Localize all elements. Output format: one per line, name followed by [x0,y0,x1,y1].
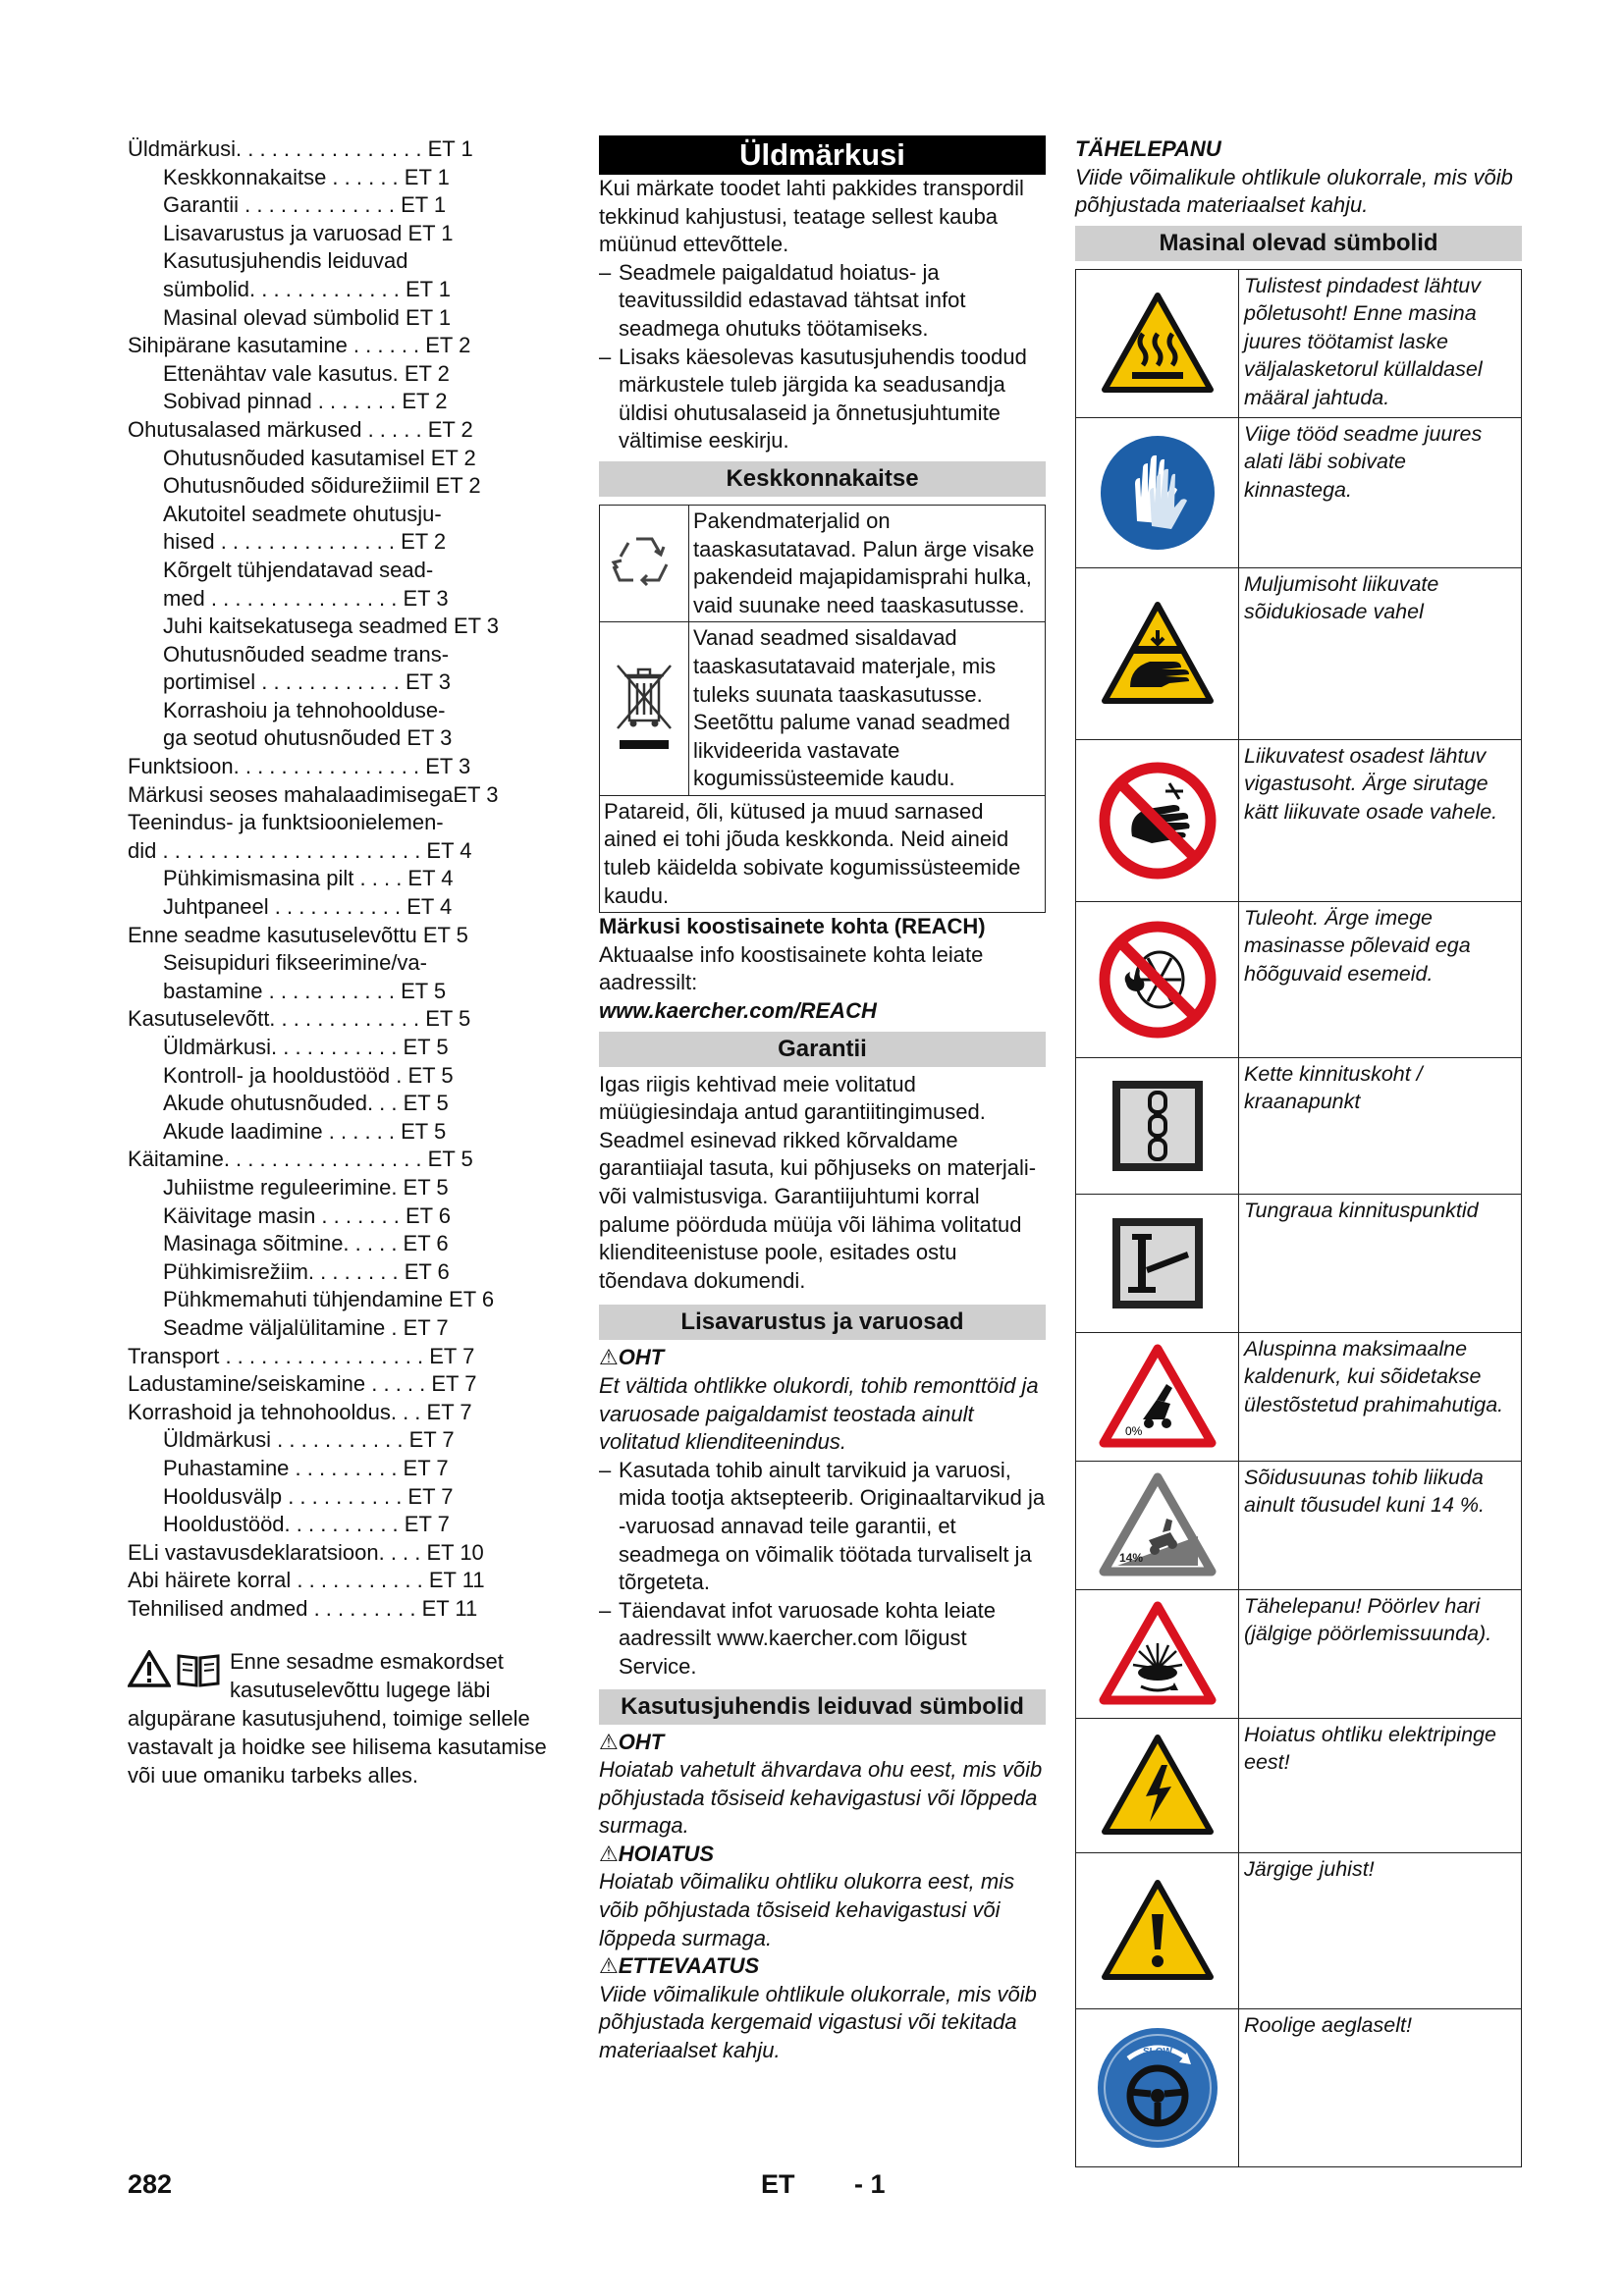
toc-entry[interactable]: Seisupiduri fikseerimine/va- [163,950,427,976]
symbol-row [1076,1058,1521,1195]
toc-entry[interactable]: ELi vastavusdeklaratsioon. . . . ET 10 [128,1539,484,1565]
column-right [1075,135,1522,2167]
toc-entry[interactable]: Ettenähtav vale kasutus. ET 2 [163,360,450,386]
section-title-warranty: Garantii [599,1032,1046,1067]
toc-entry[interactable]: bastamine . . . . . . . . . . . ET 5 [163,978,447,1003]
symbol-row [1076,1333,1521,1462]
toc-entry[interactable]: Ohutusnõuded seadme trans- [163,641,450,667]
manual-symbols-list [599,1729,1046,2065]
toc-entry[interactable]: Kasutusjuhendis leiduvad [163,248,408,274]
general-bullet-2: – Lisaks käesolevas kasutusjuhendis toodud märkustele tuleb järgida ka seadusandja üldisi ohutusalaseid ja õnnetusjuhtumite vältimise eeskirju. [599,344,1046,455]
reach-text: Aktuaalse info koostisainete kohta leiate aadressilt: [599,941,984,995]
footer-page-suffix: - 1 [854,2169,886,2199]
toc-entry[interactable]: Üldmärkusi. . . . . . . . . . . ET 5 [163,1035,449,1059]
slope-warning-icon [1076,1333,1239,1461]
accessories-bullet-2: – Täiendavat infot varuosade kohta leiate aadressilt www.kaercher.com lõigust Service. [599,1597,1046,1682]
toc-entry[interactable]: did . . . . . . . . . . . . . . . . . . . . . . ET 4 [128,837,472,863]
symbol-text: Tungraua kinnituspunktid [1244,1198,1479,1222]
toc-entry[interactable]: Abi häirete korral . . . . . . . . . . . ET 11 [128,1568,485,1593]
toc-entry[interactable]: Teenindus- ja funktsioonielemen- [128,810,444,835]
general-bullet-1: – Seadmele paigaldatud hoiatus- ja teavitussildid edastavad tähtsat infot seadmega ohutuks töötamiseks. [599,259,1046,344]
page-number: 282 [128,2169,173,2199]
symbol-text: Sõidusuunas tohib liikuda ainult tõusudel kuni 14 %. [1244,1465,1486,1518]
column-table-of-contents [128,135,569,1789]
wear-gloves-icon [1076,418,1239,567]
symbol-text: Tuleoht. Ärge imege masinasse põlevaid ega hõõguvaid esemeid. [1244,905,1471,986]
toc-entry[interactable]: Käitamine. . . . . . . . . . . . . . . . . ET 5 [128,1147,473,1172]
toc-entry[interactable]: Märkusi seoses mahalaadimisegaET 3 [128,781,499,807]
symbol-row [1076,1195,1521,1333]
symbol-row [1076,740,1521,902]
symbol-text-warning: Hoiatab võimaliku ohtliku olukorra eest, mis võib põhjustada tõsiseid kehavigastusi või lõppeda surmaga. [599,1869,1015,1950]
toc-entry[interactable]: Sihipärane kasutamine . . . . . . ET 2 [128,333,471,358]
symbol-row [1076,568,1521,740]
toc-entry[interactable]: Lisavarustus ja varuosad ET 1 [163,220,454,245]
intro-note [128,1648,569,1789]
toc-entry[interactable]: Ohutusalased märkused . . . . . ET 2 [128,416,473,442]
symbol-row [1076,1853,1521,2009]
toc-entry[interactable]: Puhastamine . . . . . . . . . ET 7 [163,1455,449,1480]
toc-entry[interactable]: Funktsioon. . . . . . . . . . . . . . . . ET 3 [128,754,471,779]
toc-entry[interactable]: Juhiistme reguleerimine. ET 5 [163,1174,449,1200]
hot-surface-warning-icon [1076,270,1239,417]
symbol-row [1076,1590,1521,1719]
crush-hand-warning-icon [1076,568,1239,739]
symbol-text: Kette kinnituskoht / kraanapunkt [1244,1061,1423,1114]
warning-manual-icons [128,1650,222,1687]
toc-entry[interactable]: Hooldusvälp . . . . . . . . . . ET 7 [163,1483,454,1509]
accessories-warning-label: ⚠OHT [599,1345,665,1370]
symbol-text: Roolige aeglaselt! [1244,2012,1412,2037]
warning-triangle-icon [128,1650,171,1687]
toc-entry[interactable]: Sobivad pinnad . . . . . . . ET 2 [163,389,448,414]
recycling-icon [600,506,689,621]
toc-entry[interactable]: Korrashoid ja tehnohooldus. . . ET 7 [128,1399,472,1424]
toc-entry[interactable]: Akude laadimine . . . . . . ET 5 [163,1118,447,1144]
toc-entry[interactable]: Ohutusnõuded sõidurežiimil ET 2 [163,473,481,499]
toc-entry[interactable]: Seadme väljalülitamine . ET 7 [163,1314,449,1340]
symbol-text: Aluspinna maksimaalne kaldenurk, kui sõidetakse ülestõstetud prahimahutiga. [1244,1336,1504,1416]
machine-symbols-table [1075,269,1522,2167]
toc-entry[interactable]: Akutoitel seadmete ohutusju- [163,501,442,526]
crossed-bin-icon [600,622,689,795]
no-touching-moving-parts-icon [1076,740,1239,901]
toc-entry[interactable]: Hooldustööd. . . . . . . . . . ET 7 [163,1512,450,1537]
section-title-accessories: Lisavarustus ja varuosad [599,1305,1046,1340]
toc-entry[interactable]: Masinal olevad sümbolid ET 1 [163,304,452,330]
symbol-row [1076,902,1521,1058]
accessories-warning-text: Et vältida ohtlikke olukordi, tohib remonttöid ja varuosade paigaldamist teostada ainult volitatud klienditeenindus. [599,1372,1039,1455]
manual-book-icon [175,1650,222,1687]
toc-entry[interactable]: Kasutuselevõtt. . . . . . . . . . . . . ET 5 [128,1006,471,1032]
symbol-label-warning: ⚠HOIATUS [599,1841,715,1866]
environment-text-old-devices: Vanad seadmed sisaldavad taaskasutatavaid materjale, mis tuleks suunata taaskasutusse. Seetõttu palume vanad seadmed likvideerida vastavate kogumissüsteemide kaudu. [693,625,1010,791]
no-hot-objects-icon [1076,902,1239,1057]
incline-14-percent-icon [1076,1462,1239,1589]
symbol-row [1076,1462,1521,1590]
column-middle [599,135,1046,2065]
slope-value-label: 0% [1124,1423,1142,1438]
toc-entry[interactable]: Üldmärkusi. . . . . . . . . . . . . . . . ET 1 [128,136,473,161]
toc-entry[interactable]: Käivitage masin . . . . . . . ET 6 [163,1202,452,1228]
general-warning-icon [1076,1853,1239,2008]
reach-link[interactable]: www.kaercher.com/REACH [599,998,877,1024]
toc-entry[interactable]: Pühkimisrežiim. . . . . . . . ET 6 [163,1258,450,1284]
symbol-text: Muljumisoht liikuvate sõidukiosade vahel [1244,571,1439,624]
toc-entry[interactable]: Juhi kaitsekatusega seadmed ET 3 [163,614,500,639]
electric-hazard-icon [1076,1719,1239,1852]
environment-row-old-devices [600,622,1045,796]
environment-text-packaging: Pakendmaterjalid on taaskasutatavad. Palun ärge visake pakendeid majapidamisprahi hulka, vaid suunake need taaskasutusse. [693,507,1035,617]
environment-row-packaging [600,506,1045,622]
table-of-contents [128,135,569,1623]
symbol-text: Tähelepanu! Pöörlev hari (jälgige pöörlemissuunda). [1244,1593,1492,1646]
reach-title: Märkusi koostisainete kohta (REACH) [599,914,986,939]
attention-text: Viide võimalikule ohtlikule olukorrale, mis võib põhjustada materiaalset kahju. [1075,164,1513,218]
footer-language: ET [761,2169,795,2199]
toc-entry[interactable]: Korrashoiu ja tehnohoolduse- [163,697,446,722]
toc-entry[interactable]: Tehnilised andmed . . . . . . . . . ET 11 [128,1595,478,1621]
toc-entry[interactable]: Keskkonnakaitse . . . . . . ET 1 [163,164,450,189]
toc-entry[interactable]: sümbolid. . . . . . . . . . . . . ET 1 [163,276,452,301]
symbol-text: Viige tööd seadme juures alati läbi sobivate kinnastega. [1244,421,1483,502]
toc-entry[interactable]: Pühkimismasina pilt . . . . ET 4 [163,866,454,891]
environment-table [599,505,1046,913]
attention-label: TÄHELEPANU [1075,136,1221,161]
toc-entry[interactable]: Garantii . . . . . . . . . . . . . ET 1 [163,192,447,218]
slow-label: SLOW [1142,2046,1172,2057]
incline-value-label: 14% [1118,1550,1143,1565]
symbol-text-caution: Viide võimalikule ohtlikule olukorrale, mis võib põhjustada kergemaid vigastusi või tekitada materiaalset kahju. [599,1981,1037,2063]
general-paragraph: Kui märkate toodet lahti pakkides transpordil tekkinud kahjustusi, teatage sellest kauba müünud ettevõttele. [599,176,1024,257]
symbol-text: Tulistest pindadest lähtuv põletusoht! Enne masina juures töötamist laske väljalasketorul küllaldasel määral jahtuda. [1244,273,1483,409]
symbol-row [1076,270,1521,418]
symbol-text: Liikuvatest osadest lähtuv vigastusoht. Ärge sirutage kätt liikuvate osade vahele. [1244,743,1498,824]
symbol-label-caution: ⚠ETTEVAATUS [599,1953,760,1979]
toc-entry[interactable]: Juhtpaneel . . . . . . . . . . . ET 4 [163,894,453,920]
symbol-text-danger: Hoiatab vahetult ähvardava ohu eest, mis võib põhjustada tõsiseid kehavigastusi või lõppeda surmaga. [599,1757,1043,1839]
toc-entry[interactable]: portimisel . . . . . . . . . . . . ET 3 [163,669,452,695]
section-title-manual-symbols: Kasutusjuhendis leiduvad sümbolid [599,1689,1046,1725]
toc-entry[interactable]: Üldmärkusi . . . . . . . . . . . ET 7 [163,1427,455,1453]
toc-entry[interactable]: med . . . . . . . . . . . . . . . . ET 3 [163,585,449,611]
toc-entry[interactable]: Pühkmemahuti tühjendamine ET 6 [163,1287,495,1312]
symbol-row [1076,418,1521,568]
section-title-general: Üldmärkusi [599,135,1046,175]
symbol-label-danger: ⚠OHT [599,1729,665,1754]
jack-point-icon [1076,1195,1239,1332]
toc-entry[interactable]: Transport . . . . . . . . . . . . . . . . . ET 7 [128,1343,475,1368]
symbol-text: Järgige juhist! [1244,1856,1375,1881]
section-title-machine-symbols: Masinal olevad sümbolid [1075,226,1522,261]
toc-entry[interactable]: Kõrgelt tühjendatavad sead- [163,557,434,582]
environment-text-batteries: Patareid, õli, kütused ja muud sarnased ained ei tohi jõuda keskkonda. Neid aineid tuleb käidelda sobivate kogumissüsteemide kaudu. [604,798,1021,908]
section-title-environment: Keskkonnakaitse [599,461,1046,497]
toc-entry[interactable]: ga seotud ohutusnõuded ET 3 [163,725,453,751]
toc-entry[interactable]: Enne seadme kasutuselevõttu ET 5 [128,922,468,947]
symbol-text: Hoiatus ohtliku elektripinge eest! [1244,1722,1496,1775]
symbol-row [1076,1719,1521,1853]
slow-steering-icon [1076,2009,1239,2166]
warranty-text: Igas riigis kehtivad meie volitatud müügiesindaja antud garantiitingimused. Seadmel esinevad rikked kõrvaldame garantiiajal tasuta, kui põhjuseks on materjali- või valmistusviga. Garantiijuhtumi korral palume pöörduda müüja või lähima volitatud klienditeenistuse poole, esitades ostu tõendava dokumendi. [599,1071,1037,1293]
tie-down-point-icon [1076,1058,1239,1194]
symbol-row [1076,2009,1521,2166]
toc-entry[interactable]: Ohutusnõuded kasutamisel ET 2 [163,445,476,470]
rotating-brush-warning-icon [1076,1590,1239,1718]
toc-entry[interactable]: hised . . . . . . . . . . . . . . . ET 2 [163,529,447,555]
intro-note-text: Enne sesadme esmakordset kasutuselevõttu lugege läbi algupärane kasutusjuhend, toimige sellele vastavalt ja hoidke see hilisema kasutamise või uue omaniku tarbeks alles. [128,1649,547,1788]
toc-entry[interactable]: Ladustamine/seiskamine . . . . . ET 7 [128,1371,477,1397]
accessories-bullet-1: – Kasutada tohib ainult tarvikuid ja varuosi, mida tootja aktsepteerib. Originaaltarvikud ja -varuosad annavad teile garantii, et seadmega on võimalik töötada turvaliselt ja tõrgeteta. [599,1457,1046,1597]
toc-entry[interactable]: Masinaga sõitmine. . . . . ET 6 [163,1231,449,1256]
toc-entry[interactable]: Akude ohutusnõuded. . . ET 5 [163,1091,449,1116]
toc-entry[interactable]: Kontroll- ja hooldustööd . ET 5 [163,1062,454,1088]
